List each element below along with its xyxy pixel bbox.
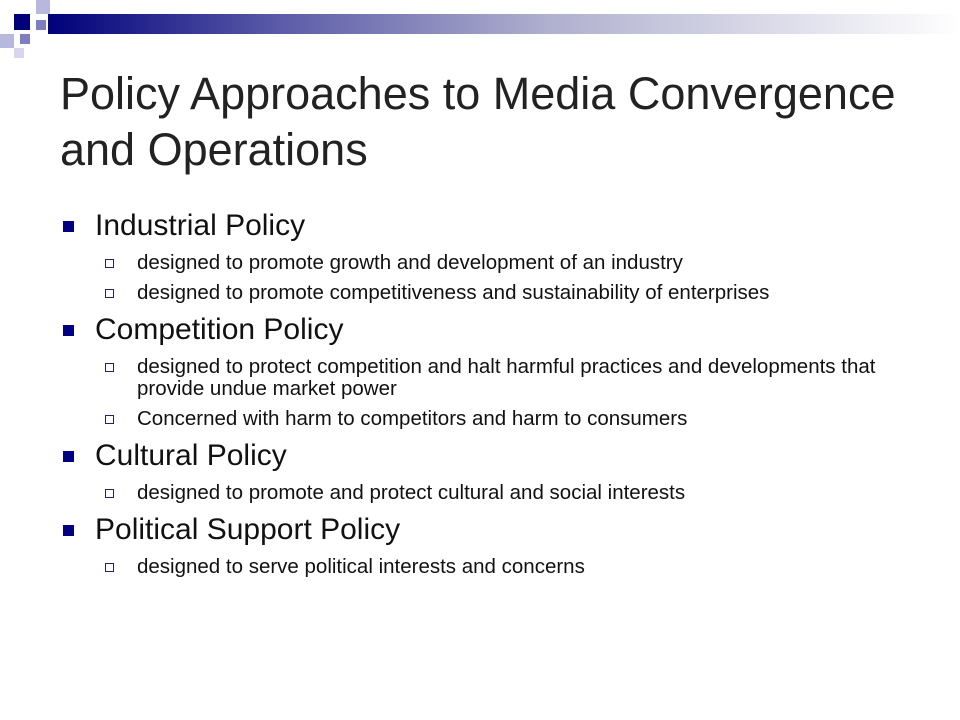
header-decoration-square: [20, 34, 30, 44]
hollow-square-bullet-icon: [105, 289, 114, 298]
bullet-label: Cultural Policy: [95, 439, 287, 472]
sub-bullet-item: [58, 482, 888, 504]
sub-bullet-item: [58, 556, 888, 578]
sub-bullet-item: [58, 282, 888, 304]
bullet-label: Competition Policy: [95, 313, 344, 346]
sub-bullet-text: designed to serve political interests and concerns: [137, 555, 585, 578]
header-decoration-square: [0, 34, 14, 48]
square-bullet-icon: [63, 221, 74, 232]
header-decoration-square: [14, 48, 24, 58]
bullet-item-industrial-policy: [58, 208, 888, 244]
header-gradient-bar: [48, 14, 960, 34]
bullet-label: Political Support Policy: [95, 513, 401, 546]
square-bullet-icon: [63, 451, 74, 462]
sub-bullet-item: [58, 408, 888, 430]
hollow-square-bullet-icon: [105, 415, 114, 424]
bullet-item-political-support-policy: [58, 512, 888, 548]
hollow-square-bullet-icon: [105, 363, 114, 372]
sub-bullet-item: [58, 356, 888, 400]
hollow-square-bullet-icon: [105, 489, 114, 498]
square-bullet-icon: [63, 525, 74, 536]
sub-bullet-item: [58, 252, 888, 274]
bullet-item-competition-policy: [58, 312, 888, 348]
hollow-square-bullet-icon: [105, 563, 114, 572]
header-decoration-square: [14, 14, 30, 30]
bullet-label: Industrial Policy: [95, 209, 306, 242]
sub-bullet-text: designed to promote and protect cultural and social interests: [137, 481, 686, 504]
header-decoration-square: [36, 0, 50, 14]
sub-bullet-text: Concerned with harm to competitors and harm to consumers: [137, 407, 688, 430]
header-decoration-square: [36, 20, 46, 30]
sub-bullet-text: designed to promote competitiveness and sustainability of enterprises: [137, 281, 770, 304]
slide-title: Policy Approaches to Media Convergence and Operations: [60, 68, 896, 175]
hollow-square-bullet-icon: [105, 259, 114, 268]
bullet-item-cultural-policy: [58, 438, 888, 474]
sub-bullet-text: designed to promote growth and development of an industry: [137, 251, 683, 274]
bullet-list: [58, 208, 888, 578]
sub-bullet-text: designed to protect competition and halt harmful practices and developments that provide undue market power: [137, 355, 876, 400]
square-bullet-icon: [63, 325, 74, 336]
